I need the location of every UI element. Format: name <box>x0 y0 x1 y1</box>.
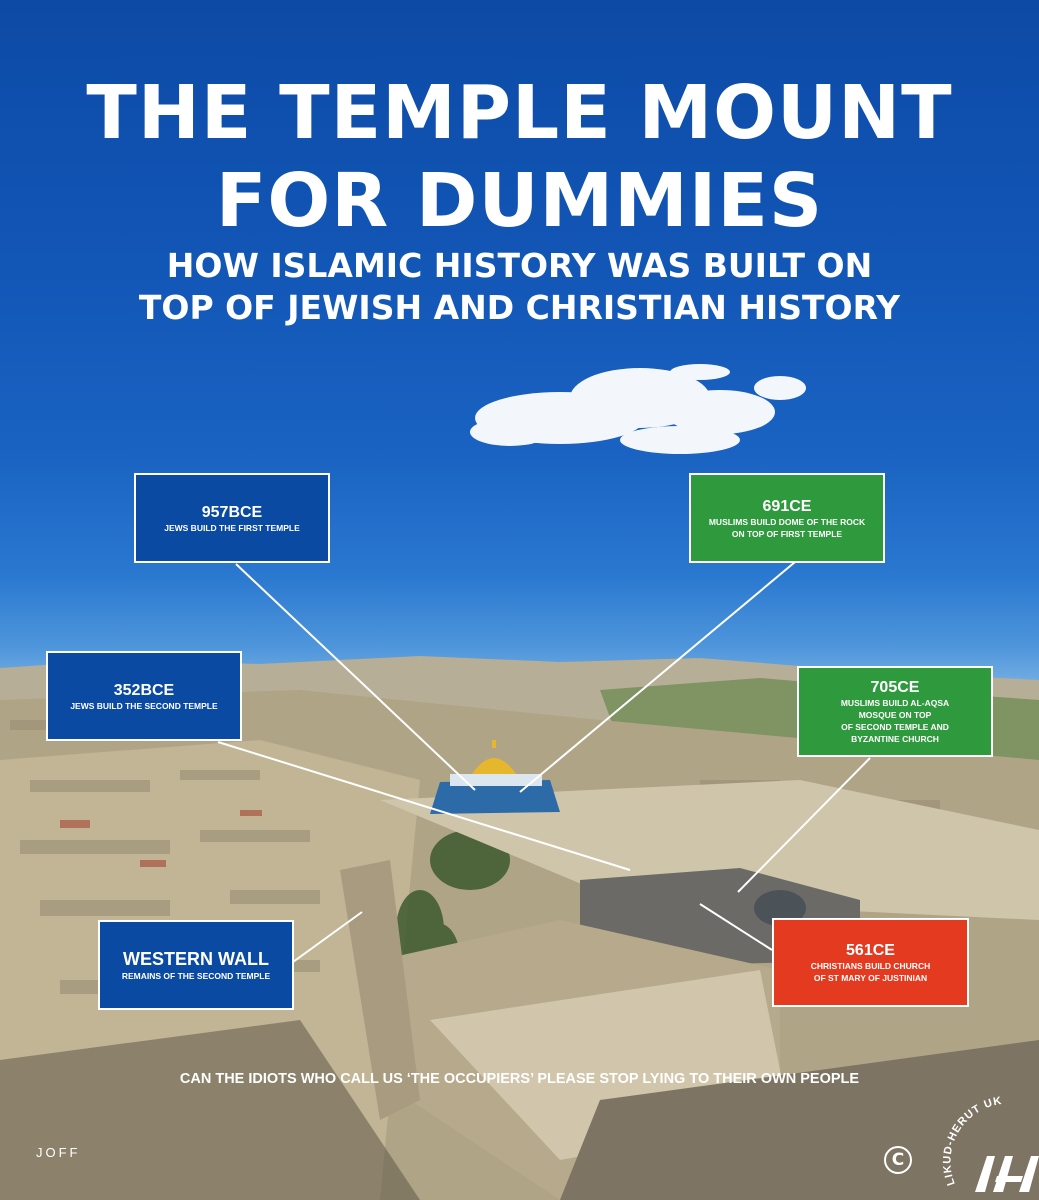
label-dome-rock-desc-1: MUSLIMS BUILD DOME OF THE ROCK <box>708 516 866 527</box>
label-dome-rock <box>689 473 885 563</box>
label-al-aqsa-desc-1: MUSLIMS BUILD AL-AQSA <box>840 698 950 708</box>
title-line-1: THE TEMPLE MOUNT <box>86 70 953 156</box>
label-first-temple <box>134 473 330 563</box>
label-second-temple-desc: JEWS BUILD THE SECOND TEMPLE <box>70 700 218 711</box>
label-al-aqsa <box>797 666 993 757</box>
label-church-desc-1: CHRISTIANS BUILD CHURCH <box>810 961 931 971</box>
label-church <box>772 918 969 1007</box>
label-al-aqsa-desc-4: BYZANTINE CHURCH <box>851 734 939 744</box>
label-first-temple-desc: JEWS BUILD THE FIRST TEMPLE <box>164 522 300 533</box>
artist-signature: JOFF <box>36 1145 81 1160</box>
subtitle-line-1: HOW ISLAMIC HISTORY WAS BUILT ON <box>166 246 873 285</box>
label-second-temple <box>46 651 242 741</box>
label-first-temple-year: 957BCE <box>201 503 263 521</box>
label-dome-rock-desc-2: ON TOP OF FIRST TEMPLE <box>731 528 843 539</box>
label-second-temple-year: 352BCE <box>113 681 175 699</box>
subtitle-line-2: TOP OF JEWISH AND CHRISTIAN HISTORY <box>138 288 901 327</box>
label-western-wall-title: WESTERN WALL <box>123 949 269 969</box>
label-al-aqsa-desc-3: OF SECOND TEMPLE AND <box>841 722 949 732</box>
label-al-aqsa-year: 705CE <box>870 679 920 696</box>
label-western-wall-desc: REMAINS OF THE SECOND TEMPLE <box>121 971 271 981</box>
label-dome-rock-year: 691CE <box>762 497 812 515</box>
label-church-desc-2: OF ST MARY OF JUSTINIAN <box>813 973 928 983</box>
label-al-aqsa-desc-2: MOSQUE ON TOP <box>858 710 932 720</box>
label-western-wall <box>98 920 294 1010</box>
copyright-icon: C <box>884 1146 912 1174</box>
svg-text:LIKUD-HERUT UK: LIKUD-HERUT UK <box>941 1096 1004 1188</box>
tagline: CAN THE IDIOTS WHO CALL US ‘THE OCCUPIERS’ PLEASE STOP LYING TO THEIR OWN PEOPLE <box>179 1071 860 1087</box>
cloud <box>470 364 806 454</box>
title-line-2: FOR DUMMIES <box>215 158 824 244</box>
likud-herut-logo <box>935 1096 1039 1200</box>
label-church-year: 561CE <box>846 942 895 959</box>
